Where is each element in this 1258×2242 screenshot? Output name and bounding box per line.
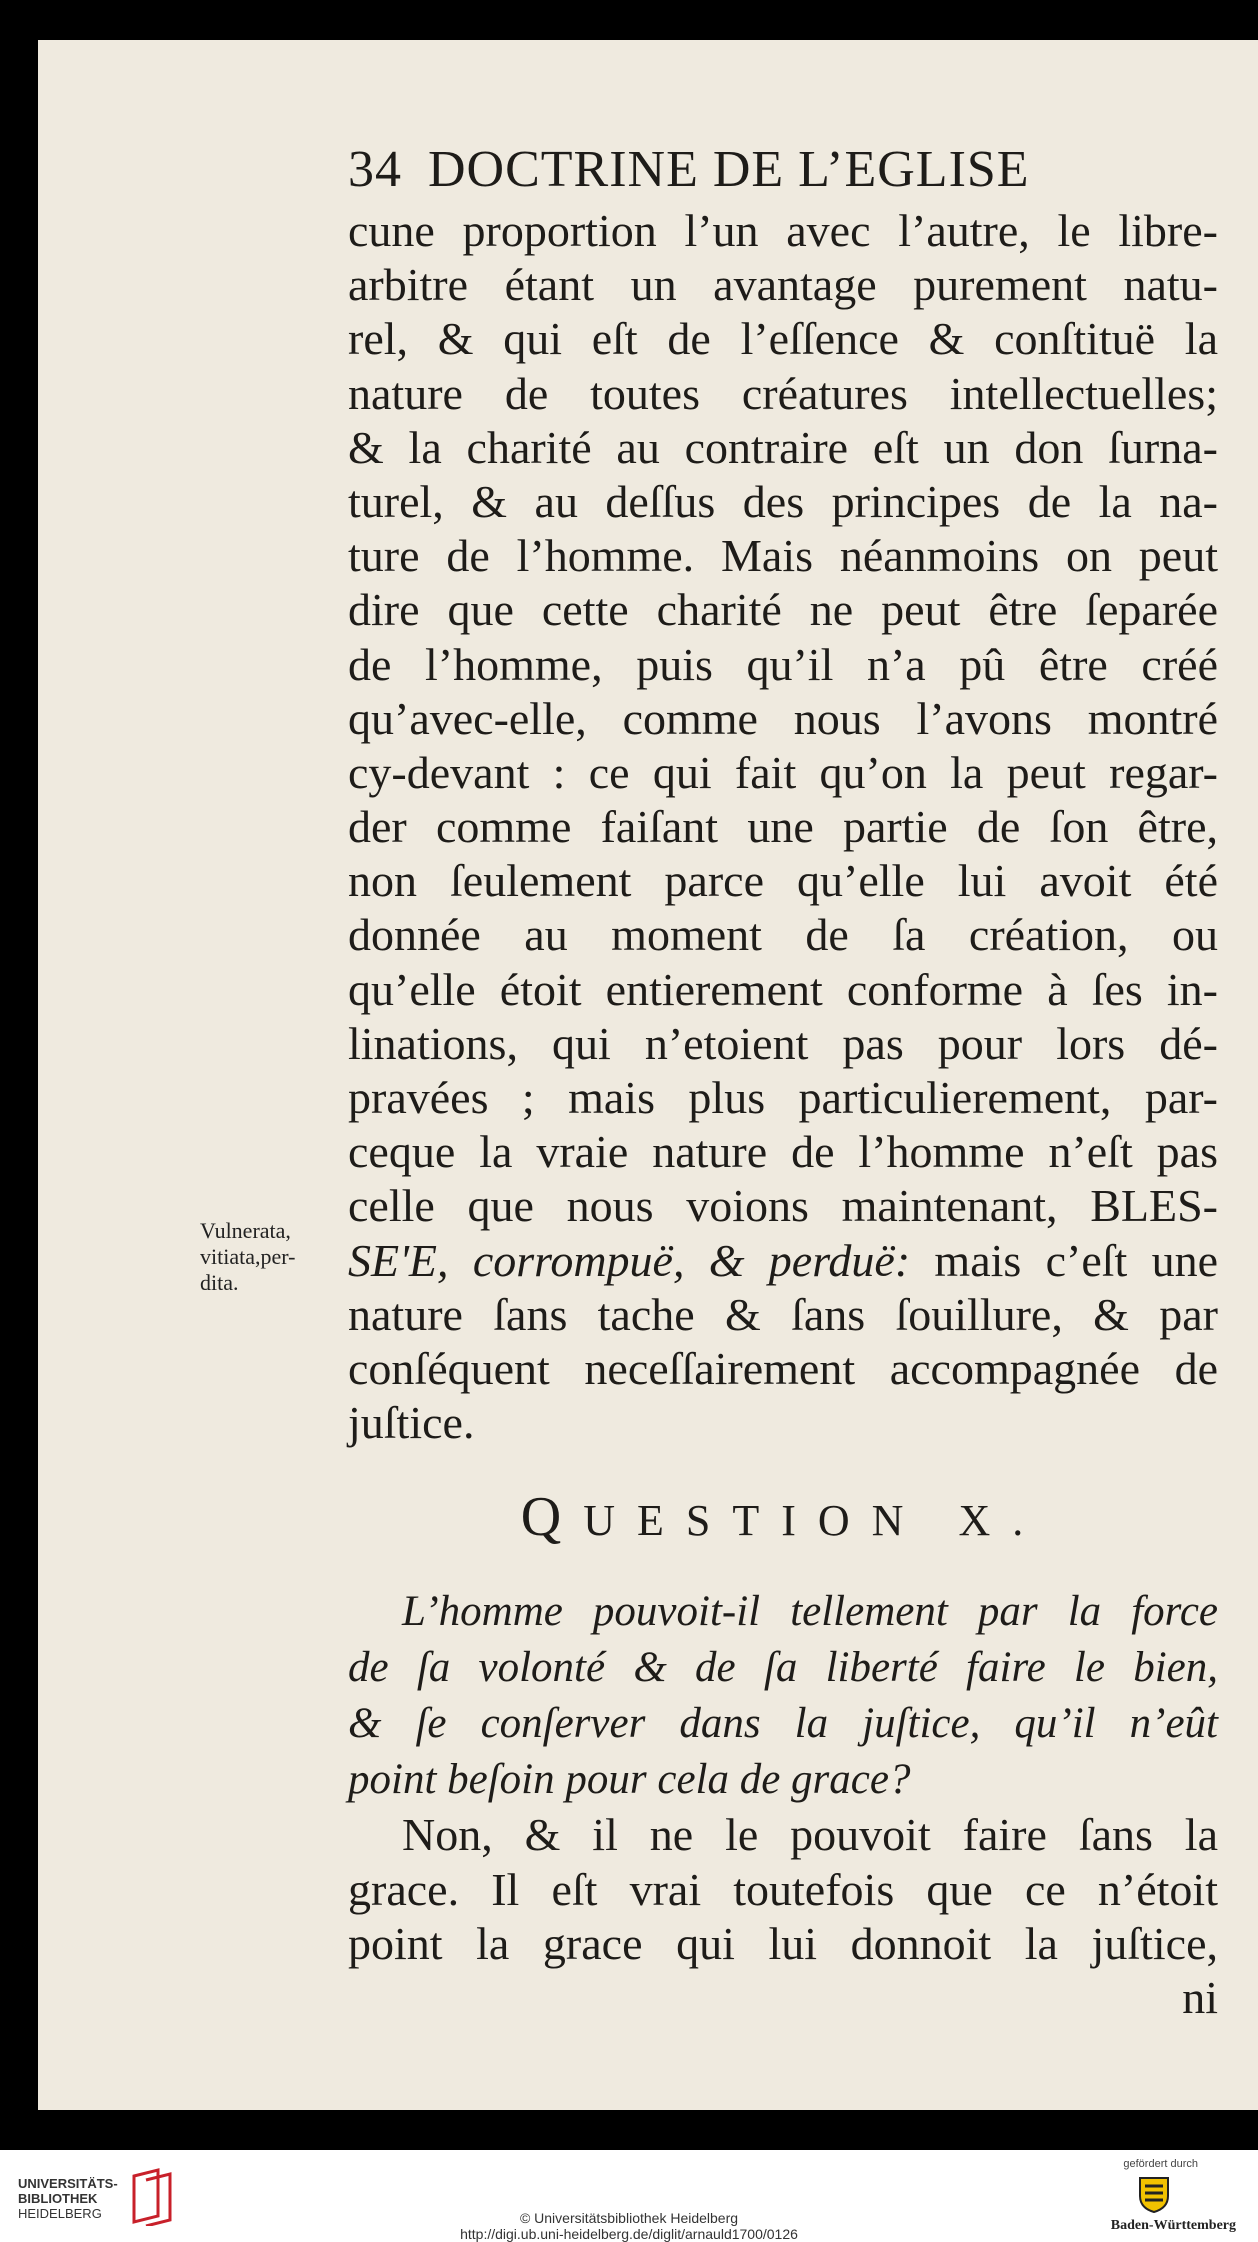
running-head-title: DOCTRINE DE L’EGLISE xyxy=(428,141,1030,198)
library-line: BIBLIOTHEK xyxy=(18,2191,98,2206)
body-line: pravées ; mais plus particulierement, par- xyxy=(348,1072,1218,1123)
body-line: & la charité au contraire eſt un don ſurna- xyxy=(348,421,1218,473)
body-line: linations, qui n’etoient pas pour lors dé- xyxy=(348,1017,1218,1069)
question-line: & ſe conſerver dans la juſtice, qu’il n’eût xyxy=(348,1700,1218,1748)
roman-phrase: mais c’eſt une xyxy=(910,1234,1219,1286)
sponsor-label: gefördert durch xyxy=(1123,2158,1198,2170)
margin-note-line: dita. xyxy=(200,1270,239,1295)
body-line: cune proportion l’un avec l’autre, le libre- xyxy=(348,205,1218,256)
body-line: de l’homme, puis qu’il n’a pû être créé xyxy=(348,638,1218,690)
text-block xyxy=(348,140,1218,2025)
question-line: de ſa volonté & de ſa liberté faire le bien, xyxy=(348,1644,1218,1692)
catchword: ni xyxy=(1182,1971,1218,2023)
viewer-footer xyxy=(0,2150,1258,2242)
body-line: nature ſans tache & ſans ſouillure, & par xyxy=(348,1288,1218,1340)
body-line: celle que nous voions maintenant, BLES- xyxy=(348,1180,1218,1232)
body-line: ceque la vraie nature de l’homme n’eſt pas xyxy=(348,1126,1218,1178)
state-crest-icon xyxy=(1136,2174,1172,2214)
question-heading xyxy=(348,1480,1218,1554)
body-line: rel, & qui eſt de l’eſſence & conſtituë la xyxy=(348,313,1218,365)
library-line: HEIDELBERG xyxy=(18,2206,102,2221)
sponsor-name: Baden-Württemberg xyxy=(1110,2218,1236,2233)
body-line: qu’elle étoit entierement conforme à ſes in- xyxy=(348,963,1218,1015)
body-line-mixed xyxy=(348,1234,1218,1288)
page-number: 34 xyxy=(348,141,402,198)
permalink[interactable]: http://digi.ub.uni-heidelberg.de/diglit/arnauld1700/0126 xyxy=(460,2226,798,2242)
body-line: non ſeulement parce qu’elle lui avoit été xyxy=(348,855,1218,907)
body-line: dire que cette charité ne peut être ſeparée xyxy=(348,584,1218,636)
margin-note xyxy=(200,1218,340,1296)
body-line: arbitre étant un avantage purement natu- xyxy=(348,259,1218,311)
scanned-page xyxy=(38,40,1258,2110)
answer-line: Non, & il ne le pouvoit faire ſans la xyxy=(402,1809,1218,1861)
answer-line: point la grace qui lui donnoit la juſtice, xyxy=(348,1917,1218,1969)
body-line: donnée au moment de ſa création, ou xyxy=(348,909,1218,961)
body-line: qu’avec-elle, comme nous l’avons montré xyxy=(348,692,1218,744)
running-head xyxy=(348,140,1218,200)
copyright-text: © Universitätsbibliothek Heidelberg xyxy=(519,2210,739,2226)
body-line: conſéquent neceſſairement accompagnée de xyxy=(348,1342,1218,1394)
answer-line: grace. Il eſt vrai toutefois que ce n’étoit xyxy=(348,1863,1218,1915)
question-line: point beſoin pour cela de grace? xyxy=(348,1756,911,1804)
body-line: cy-devant : ce qui fait qu’on la peut regar- xyxy=(348,746,1218,798)
body-line: nature de toutes créatures intellectuelles; xyxy=(348,367,1218,419)
body-line: ture de l’homme. Mais néanmoins on peut xyxy=(348,530,1218,582)
margin-note-line: Vulnerata, xyxy=(200,1218,291,1243)
margin-note-line: vitiata,per- xyxy=(200,1244,296,1269)
question-line: L’homme pouvoit-il tellement par la force xyxy=(402,1588,1218,1636)
italic-phrase: SE'E, corrompuë, & perduë: xyxy=(348,1234,911,1286)
body-line: turel, & au deſſus des principes de la na- xyxy=(348,475,1218,527)
question-heading-rest: UESTION X. xyxy=(583,1496,1046,1546)
body-line: juſtice. xyxy=(348,1397,475,1449)
question-initial: Q xyxy=(520,1486,584,1549)
body-line: der comme faiſant une partie de ſon être, xyxy=(348,801,1218,853)
library-line: UNIVERSITÄTS- xyxy=(18,2176,118,2191)
copyright-block xyxy=(0,2210,1258,2242)
